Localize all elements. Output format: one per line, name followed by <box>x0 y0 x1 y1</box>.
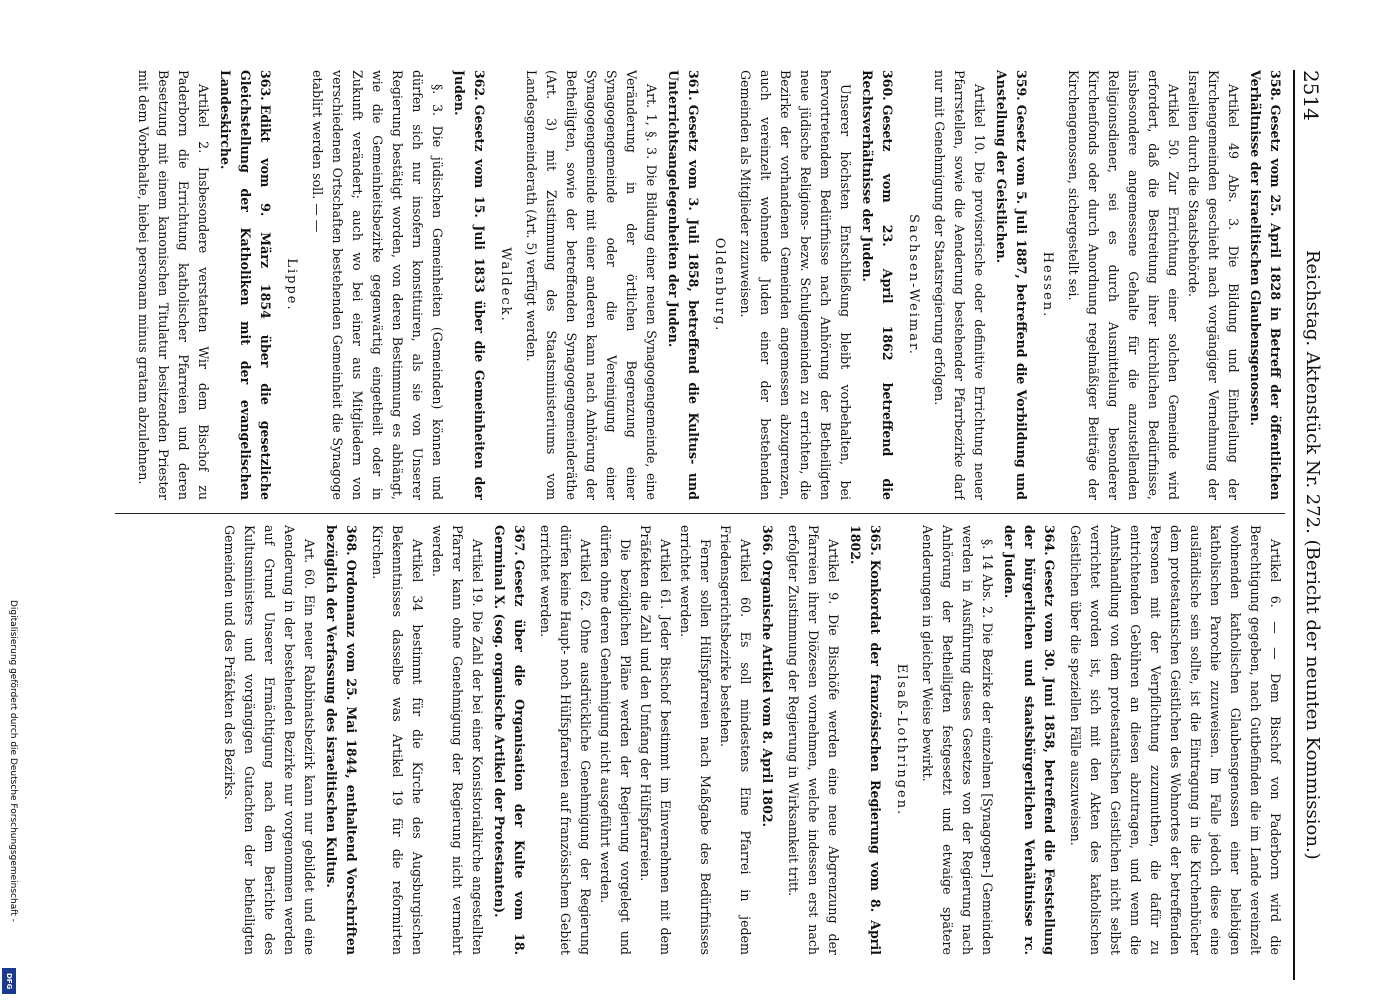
state-heading: Waldeck. <box>498 247 513 323</box>
entry-paragraph: Artikel 60. Es soll mindestens Eine Pfarrei in jedem Friedensgerichtsbezirke bestehen. <box>718 525 753 955</box>
entry-heading <box>215 70 275 500</box>
entry-paragraph: §. 3. Die jüdischen Gemeinheiten (Gemeinden) können und dürfen sich nur insofern konstituiren, als sie von Unserer Regierung bestätigt worden, von deren Bestimmung es abhängt, wie die Gemeinheitsbezirke gegenwärtig eingetheilt oder in Zukunft verändert; auch wo bei einer aus Mitgliedern von verschiedenen Ortschaften bestehenden Gemeinheit die Synagoge etablirt werden soll. — — <box>310 70 445 500</box>
entry-number: 358. <box>1268 70 1283 101</box>
entry-title: Konkordat der französischen Regierung vom 8. April 1802. <box>848 525 883 955</box>
entry-heading <box>321 525 361 955</box>
entry-heading <box>449 70 489 500</box>
entry-heading <box>757 525 777 955</box>
state-heading: Hessen. <box>1040 251 1055 319</box>
dfg-logo: DFG <box>2 968 16 994</box>
entry-title: Ordonnanz vom 25. Mai 1844, enthaltend Vorschriften bezüglich der Verfassung des israelitischen Kultus. <box>324 525 359 955</box>
state-heading: Sachsen-Weimar. <box>906 214 921 356</box>
entry-paragraph: Die bezüglichen Pläne werden der Regierung vorgelegt und dürfen ohne deren Genehmigung nicht ausgeführt werden. <box>598 525 633 955</box>
entry-paragraph: Unserer höchsten Entschließung bleibt vorbehalten, bei hervortretendem Bedürfnisse nach Anhörung der Betheiligten neue jüdische Religions- bezw. Schulgemeinden zu errichten, die Bezirke der vorhandenen Gemeinden angemessen abzugrenzen, auch vereinzelt wohnende Juden einer der bestehenden Gemeinden als Mitglieder zuzuweisen. <box>738 70 853 500</box>
law-entry <box>219 525 361 955</box>
law-entry <box>735 70 897 500</box>
entry-heading <box>489 525 529 955</box>
entry-paragraph: Artikel 50. Zur Errichtung einer solchen Gemeinde wird erfordert, daß die Bestreitung ihrer kirchlichen Bedürfnisse, insbesondere angemessene Gehalte für die anzustellenden Religionsdiener, sei es durch Ausmittelung besonderer Kirchenfonds oder durch Anordnung regelmäßiger Beiträge der Kirchengenossen, sichergestellt sei. <box>1066 70 1181 500</box>
entry-title: Gesetz über die Organisation der Kulte vom 18. Germinal X. (sog. organische Artikel der Protestanten). <box>492 525 527 955</box>
law-entry <box>783 525 885 955</box>
entry-title: Organische Artikel vom 8. April 1802. <box>760 559 775 827</box>
law-entry <box>133 70 275 500</box>
entry-title: Gesetz vom 5. Juli 1887, betreffend die Vorbildung und Anstellung der Geistlichen. <box>994 70 1029 500</box>
law-entry <box>535 525 777 955</box>
entry-paragraph: Artikel 10. Die provisorische oder definitive Errichtung neuer Pfarrstellen, sowie die Aenderung bestehender Pfarrbezirke darf nur mit Genehmigung der Staatsregierung erfolgen. <box>932 70 987 500</box>
left-column <box>105 70 1285 500</box>
document-page <box>85 70 1325 980</box>
page-number: 2514 <box>1299 70 1323 121</box>
entry-paragraph: Art. 60. Ein neuer Rabbinatsbezirk kann nur gebildet und eine Aenderung in der bestehenden Bezirke nur vorgenommen werden auf Grund Unserer Ermächtigung nach dem Berichte des Kultusministers und vorgängigen Gutachten der betheiligten Gemeinden und des Präfekten des Bezirks. <box>222 525 317 955</box>
entry-heading <box>1245 70 1285 500</box>
entry-paragraph: Art. 1, §. 3. Die Bildung einer neuen Synagogengemeinde, eine Veränderung in der örtlichen Begrenzung einer Synagogengemeinde oder die Vereinigung einer Synagogengemeinde mit einer anderen kann nach Anhörung der Betheiligten, sowie der betreffenden Synagogengemeinderäthe (Art. 3) mit Zustimmung des Staatsministeriums vom Landesgemeinderath (Art. 5) verfügt werden. <box>524 70 659 500</box>
entry-paragraph: Artikel 19. Die Zahl der bei einer Konsistorialkirche angestellten Pfarrer kann ohne Genehmigung der Regierung nicht vermehrt werden. <box>430 525 485 955</box>
entry-heading <box>991 70 1031 500</box>
entry-paragraph: Artikel 2. Insbesondere verstatten Wir dem Bischof zu Paderborn die Errichtung katholischer Pfarreien und deren Besetzung mit einem kanonischen Titulatur besitzenden Priester mit dem Vorbehalte, hiebei personam minus gratam abzulehnen. <box>136 70 211 500</box>
entry-title: Gesetz vom 30. Juni 1858, betreffend die Feststellung der bürgerlichen und staatsbürgerlichen Verhältnisse rc. der Juden. <box>1002 525 1057 955</box>
header-rule <box>1293 70 1295 980</box>
scan-credit <box>4 600 18 1000</box>
entry-number: 366. <box>760 525 775 556</box>
entry-number: 365. <box>868 525 883 556</box>
law-entry <box>367 525 529 955</box>
entry-paragraph: Artikel 9. Die Bischöfe werden eine neue Abgrenzung der Pfarreien ihrer Diözesen vornehmen, welche indessen erst nach erfolgter Zustimmung der Regierung in Wirksamkeit tritt. <box>786 525 841 955</box>
entry-heading <box>999 525 1059 955</box>
entry-number: 361. <box>686 70 701 101</box>
entry-number: 364. <box>1042 525 1057 556</box>
right-column <box>105 525 1285 955</box>
law-entry <box>929 70 1031 500</box>
entry-number: 367. <box>512 525 527 556</box>
entry-paragraph: Artikel 6. — — Dem Bischof von Paderborn wird die Berechtigung gegeben, nach Gutbefinden die im Lande vereinzelt wohnenden katholischen Glaubensgenossen einer beliebigen katholischen Parochie zuzuweisen. Im Falle jedoch diese eine ausländische sein sollte, ist die Eintragung in die Kirchenbücher dem protestantischen Geistlichen des Wohnortes der betreffenden Personen mit der Verpflichtung zuzumuthen, die dafür zu entrichtenden Gebühren an diesen abzutragen, und wenn die Amtshandlung von dem protestantischen Geistlichen nicht selbst verrichtet worden ist, sich mit den Akten des katholischen Geistlichen über die speziellen Fälle auszuweisen. <box>1068 525 1283 955</box>
entry-number: 362. <box>472 70 487 101</box>
entry-title: Gesetz vom 3. Juli 1858, betreffend die Kultus- und Unterrichtsangelegenheiten der Juden. <box>666 70 701 500</box>
entry-number: 368. <box>344 525 359 556</box>
scan-credit-text: Digitalisierung gefördert durch die Deutsche Forschungsgemeinschaft - <box>8 600 18 922</box>
state-heading: Lippe. <box>284 258 299 312</box>
continued-text <box>1065 525 1285 955</box>
column-divider <box>115 513 1285 514</box>
law-entry <box>521 70 703 500</box>
entry-number: 363. <box>258 70 273 101</box>
entry-paragraph: Artikel 61. Jeder Bischof bestimmt im Einvernehmen mit dem Präfekten die Zahl und den Umfang der Hülfspfarreien. <box>638 525 673 955</box>
running-title: Reichstag. Aktenstück Nr. 272. (Bericht der neunten Kommission.) <box>1302 250 1323 860</box>
state-heading: Elsaß-Lothringen. <box>894 663 909 817</box>
entry-number: 359. <box>1014 70 1029 101</box>
entry-title: Gesetz vom 23. April 1862 betreffend die Rechtsverhältnisse der Juden. <box>860 70 895 500</box>
entry-number: 360. <box>880 70 895 101</box>
state-heading: Oldenburg. <box>712 237 727 333</box>
entry-heading <box>857 70 897 500</box>
law-entry <box>307 70 489 500</box>
entry-paragraph: Artikel 49 Abs. 3. Die Bildung und Eintheilung der Kirchengemeinden geschieht nach vorgängiger Vernehmung der Israeliten durch die Staatsbehörde. <box>1186 70 1241 500</box>
entry-paragraph: Artikel 34 bestimmt für die Kirche des Augsburgischen Bekenntnisses dasselbe was Artikel 19 für die reformirten Kirchen. <box>370 525 425 955</box>
entry-title: Gesetz vom 15. Juli 1833 über die Gemeinheiten der Juden. <box>452 70 487 500</box>
law-entry <box>917 525 1059 955</box>
entry-paragraph: §. 14 Abs. 2. Die Bezirke der einzelnen [Synagogen-] Gemeinden werden in Ausführung dieses Gesetzes von der Regierung nach Anhörung der Betheiligten festgesetzt und etwaige spätere Aenderungen in gleicher Weise bewirkt. <box>920 525 995 955</box>
entry-paragraph: Artikel 62. Ohne ausdrückliche Genehmigung der Regierung dürfen keine Haupt- noch Hülfspfarreien auf französischem Gebiet errichtet werden. <box>538 525 593 955</box>
entry-paragraph: Ferner sollen Hülfspfarreien nach Maßgabe des Bedürfnisses errichtet werden. <box>678 525 713 955</box>
entry-title: Edikt vom 9. März 1854 über die gesetzliche Gleichstellung der Katholiken mit der evangelischen Landeskirche. <box>218 70 273 500</box>
page-header <box>1295 70 1325 980</box>
entry-heading <box>845 525 885 955</box>
entry-title: Gesetz vom 25. April 1828 in Betreff der öffentlichen Verhältnisse der israelitischen Glaubensgenossen. <box>1248 70 1283 500</box>
entry-heading <box>663 70 703 500</box>
law-entry <box>1063 70 1285 500</box>
